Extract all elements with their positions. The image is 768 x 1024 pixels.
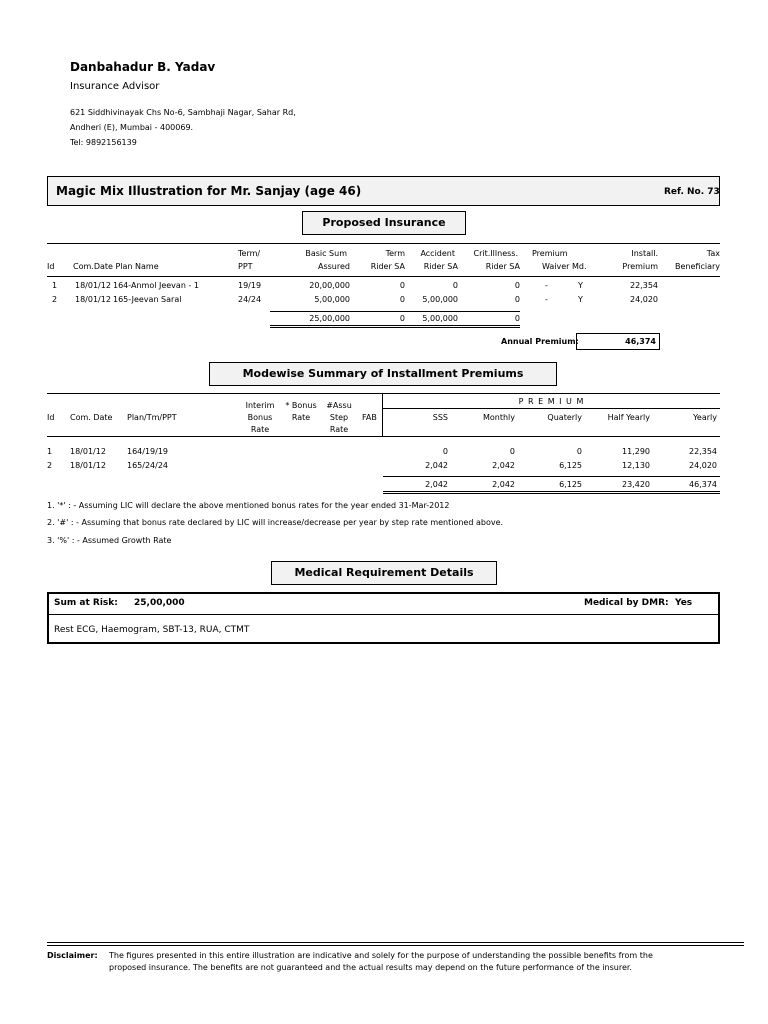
proposed-row1-accident: 0	[452, 281, 458, 290]
proposed-row2-comdate: 18/01/12	[75, 295, 111, 304]
proposed-row1-waiver: -	[545, 281, 548, 290]
sum-at-risk-label: Sum at Risk:	[54, 598, 118, 608]
proposed-row2-md: Y	[578, 295, 583, 304]
col-waiver-2: Waiver	[542, 262, 570, 271]
disclaimer-rule-2	[47, 945, 744, 946]
disclaimer-label: Disclaimer:	[47, 951, 98, 960]
proposed-insurance-heading: Proposed Insurance	[302, 211, 466, 235]
annual-premium-value: 46,374	[576, 333, 660, 350]
mw-col-plan: Plan/Tm/PPT	[127, 413, 177, 422]
mw-col-monthly: Monthly	[482, 413, 515, 422]
mw-row2-yearly: 24,020	[689, 461, 717, 470]
mw-row1-quaterly: 0	[576, 447, 582, 456]
mw-col-yearly: Yearly	[693, 413, 717, 422]
proposed-row1-basic: 20,00,000	[309, 281, 350, 290]
col-accident-1: Accident	[420, 249, 455, 258]
advisor-address-line2: Andheri (E), Mumbai - 400069.	[70, 123, 194, 132]
proposed-row2-crit: 0	[514, 295, 520, 304]
note-step-rate: 2. '#' : - Assuming that bonus rate declared by LIC will increase/decrease per year by step rate mentioned above.	[47, 518, 504, 527]
mw-row1-sss: 0	[442, 447, 448, 456]
proposed-totals-bottom-rule-2	[270, 327, 520, 328]
mw-row2-id: 2	[47, 461, 53, 470]
col-md: Md.	[572, 262, 587, 271]
col-basic-1: Basic Sum	[305, 249, 347, 258]
note-growth-rate: 3. '%' : - Assumed Growth Rate	[47, 536, 172, 545]
mw-row2-plan: 165/24/24	[127, 461, 169, 470]
col-accident-2: Rider SA	[423, 262, 458, 271]
col-tax-1: Tax	[706, 249, 720, 258]
proposed-row1-md: Y	[578, 281, 583, 290]
col-install-2: Premium	[622, 262, 658, 271]
proposed-row2-premium: 24,020	[630, 295, 658, 304]
mw-total-yearly: 46,374	[689, 480, 717, 489]
mw-col-assu-3: Rate	[329, 425, 349, 434]
mw-col-sss: SSS	[432, 413, 448, 422]
premium-group-label: P R E M I U M	[518, 397, 585, 406]
mw-totals-bottom-rule-1	[383, 491, 720, 492]
proposed-table-top-rule	[47, 243, 720, 244]
disclaimer-line2: proposed insurance. The benefits are not guaranteed and the actual results may depend on the future performance of the insurer.	[109, 963, 632, 972]
mw-col-assu-1: #Assu	[326, 401, 352, 410]
proposed-row1-crit: 0	[514, 281, 520, 290]
col-install-1: Install.	[631, 249, 658, 258]
proposed-header-rule	[47, 276, 720, 277]
proposed-row1-premium: 22,354	[630, 281, 658, 290]
mw-col-half-yearly: Half Yearly	[607, 413, 650, 422]
mw-row2-comdate: 18/01/12	[70, 461, 106, 470]
proposed-row1-term-rider: 0	[399, 281, 405, 290]
proposed-row2-plan: 165-Jeevan Saral	[113, 295, 182, 304]
mw-row1-plan: 164/19/19	[127, 447, 169, 456]
reference-number: Ref. No. 73	[664, 187, 720, 197]
mw-col-assu-2: Step	[329, 413, 349, 422]
mw-row1-yearly: 22,354	[689, 447, 717, 456]
proposed-total-term-rider: 0	[399, 314, 405, 323]
note-bonus-rates: 1. '*' : - Assuming LIC will declare the above mentioned bonus rates for the year ended 31-Mar-2012	[47, 501, 450, 510]
proposed-row1-term: 19/19	[238, 281, 262, 290]
mw-row1-half-yearly: 11,290	[622, 447, 650, 456]
advisor-phone: Tel: 9892156139	[70, 138, 137, 147]
mw-col-comdate: Com. Date	[70, 413, 113, 422]
col-term-1: Term/	[238, 249, 261, 258]
mw-row1-monthly: 0	[509, 447, 515, 456]
mw-col-bonus-2: Rate	[291, 413, 311, 422]
proposed-row2-accident: 5,00,000	[422, 295, 458, 304]
mw-row1-comdate: 18/01/12	[70, 447, 106, 456]
mw-total-quaterly: 6,125	[559, 480, 582, 489]
medical-dmr-value: Yes	[675, 598, 693, 608]
modewise-header-rule	[47, 436, 720, 437]
proposed-row1-comdate: 18/01/12	[75, 281, 111, 290]
col-crit-1: Crit.Illness.	[473, 249, 518, 258]
mw-col-quaterly: Quaterly	[547, 413, 582, 422]
advisor-role: Insurance Advisor	[70, 81, 160, 92]
proposed-row2-basic: 5,00,000	[314, 295, 350, 304]
mw-col-bonus-1: * Bonus	[285, 401, 317, 410]
mw-total-sss: 2,042	[425, 480, 448, 489]
modewise-table-top-rule	[47, 393, 720, 394]
medical-requirement-heading: Medical Requirement Details	[271, 561, 497, 585]
col-crit-2: Rider SA	[485, 262, 520, 271]
col-term-rider-2: Rider SA	[370, 262, 405, 271]
proposed-row2-term: 24/24	[238, 295, 262, 304]
illustration-title: Magic Mix Illustration for Mr. Sanjay (age 46)	[56, 184, 362, 198]
col-term-2: PPT	[238, 262, 253, 271]
mw-total-monthly: 2,042	[492, 480, 515, 489]
premium-group-rule	[383, 408, 720, 409]
col-basic-2: Assured	[318, 262, 350, 271]
mw-row2-monthly: 2,042	[492, 461, 515, 470]
proposed-row2-id: 2	[52, 295, 58, 304]
col-waiver-1: Premium	[532, 249, 568, 258]
mw-col-fab: FAB	[362, 413, 377, 422]
annual-premium-label: Annual Premium:	[501, 337, 579, 346]
mw-col-interim-1: Interim	[245, 401, 275, 410]
mw-row2-quaterly: 6,125	[559, 461, 582, 470]
proposed-total-crit: 0	[514, 314, 520, 323]
mw-totals-bottom-rule-2	[383, 493, 720, 494]
mw-totals-top-rule	[383, 476, 720, 477]
proposed-row1-plan: 164-Anmol Jeevan - 1	[113, 281, 199, 290]
col-comdate-plan: Com.Date Plan Name	[73, 262, 159, 271]
col-tax-2: Beneficiary	[675, 262, 720, 271]
proposed-total-basic: 25,00,000	[309, 314, 350, 323]
col-term-rider-1: Term	[385, 249, 405, 258]
mw-row2-sss: 2,042	[425, 461, 448, 470]
modewise-summary-heading: Modewise Summary of Installment Premiums	[209, 362, 557, 386]
medical-tests-list: Rest ECG, Haemogram, SBT-13, RUA, CTMT	[54, 625, 250, 635]
mw-col-interim-2: Bonus	[247, 413, 273, 422]
mw-row1-id: 1	[47, 447, 53, 456]
proposed-total-accident: 5,00,000	[422, 314, 458, 323]
disclaimer-line1: The figures presented in this entire illustration are indicative and solely for the purpose of understanding the possible benefits from the	[109, 951, 653, 960]
proposed-row2-waiver: -	[545, 295, 548, 304]
sum-at-risk-value: 25,00,000	[134, 598, 185, 608]
advisor-name: Danbahadur B. Yadav	[70, 60, 216, 74]
mw-col-id: Id	[47, 413, 55, 422]
medical-box-divider	[49, 614, 718, 615]
proposed-row2-term-rider: 0	[399, 295, 405, 304]
proposed-row1-id: 1	[52, 281, 58, 290]
mw-row2-half-yearly: 12,130	[622, 461, 650, 470]
proposed-totals-bottom-rule-1	[270, 325, 520, 326]
col-id: Id	[47, 262, 55, 271]
mw-total-half-yearly: 23,420	[622, 480, 650, 489]
mw-col-interim-3: Rate	[250, 425, 270, 434]
medical-dmr-label: Medical by DMR:	[584, 598, 669, 608]
disclaimer-rule-1	[47, 942, 744, 943]
proposed-totals-top-rule	[270, 311, 520, 312]
advisor-address-line1: 621 Siddhivinayak Chs No-6, Sambhaji Nagar, Sahar Rd,	[70, 108, 296, 117]
